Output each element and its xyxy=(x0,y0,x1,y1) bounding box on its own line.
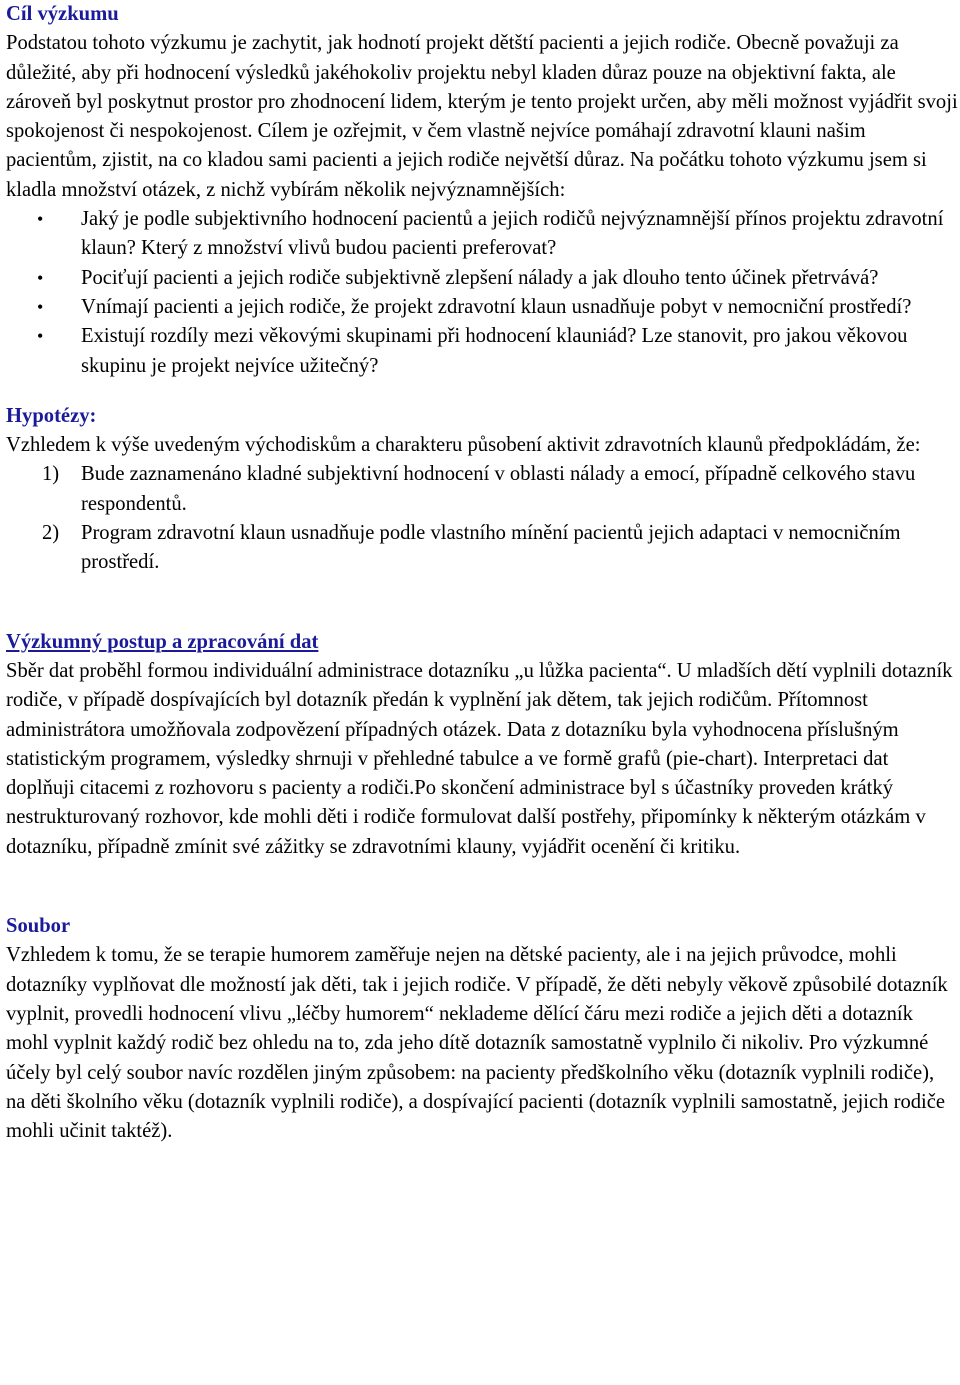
list-item-text: Program zdravotní klaun usnadňuje podle vlastního mínění pacientů jejich adaptaci v nemocničním prostředí. xyxy=(81,522,901,574)
list-item-text: Existují rozdíly mezi věkovými skupinami při hodnocení klauniád? Lze stanovit, pro jakou věkovou skupinu je projekt nejvíce užitečný? xyxy=(81,325,908,377)
heading-hypotheses: Hypotézy: xyxy=(6,404,97,427)
hypotheses-list xyxy=(6,460,958,577)
heading-research-goal: Cíl výzkumu xyxy=(6,3,119,25)
list-item xyxy=(6,205,958,264)
section-research-goal xyxy=(6,0,958,381)
list-item-text: Bude zaznamenáno kladné subjektivní hodnocení v oblasti nálady a emocí, případně celkového stavu respondentů. xyxy=(81,463,916,515)
question-list xyxy=(6,205,958,381)
list-item xyxy=(6,322,958,381)
spacer xyxy=(6,381,958,402)
list-number: 1) xyxy=(42,463,60,486)
section-hypotheses xyxy=(6,402,958,578)
spacer xyxy=(6,578,958,628)
list-item xyxy=(6,519,958,578)
heading-sample: Soubor xyxy=(6,915,71,938)
bullet-icon: • xyxy=(37,267,44,288)
heading-method: Výzkumný postup a zpracování dat xyxy=(6,630,319,653)
section-method xyxy=(6,628,958,862)
paragraph-method: Sběr dat proběhl formou individuální administrace dotazníku „u lůžka pacienta“. U mladších dětí vyplnili dotazník rodiče, v případě dospívajících byl dotazník předán k vyplnění jak dětem, tak jejich rodičům. Přítomnost administrátora umožňovala zodpovězení případných otázek. Data z dotazníku byla vyhodnocena příslušným statistickým programem, výsledky shrnuji v přehledné tabulce a ve formě grafů (pie-chart). Interpretaci dat doplňuji citacemi z rozhovoru s pacienty a rodiči.Po skončení administrace byl s účastníky proveden krátký nestrukturovaný rozhovor, kde mohli děti i rodiče formulovat další postřehy, připomínky k některým otázkám v dotazníku, případně zmínit své zážitky se zdravotními klauny, vyjádřit ocenění či kritiku. xyxy=(6,659,953,858)
list-number: 2) xyxy=(42,522,60,545)
bullet-icon: • xyxy=(37,326,44,347)
section-sample xyxy=(6,912,958,1146)
list-item-text: Jaký je podle subjektivního hodnocení pacientů a jejich rodičů nejvýznamnější přínos projektu zdravotní klaun? Který z množství vlivů budou pacienti preferovat? xyxy=(81,208,944,260)
list-item-text: Vnímají pacienti a jejich rodiče, že projekt zdravotní klaun usnadňuje pobyt v nemocniční prostředí? xyxy=(81,295,912,318)
list-item xyxy=(6,293,958,322)
list-item-text: Pociťují pacienti a jejich rodiče subjektivně zlepšení nálady a jak dlouho tento účinek přetrvává? xyxy=(81,266,879,289)
list-item xyxy=(6,264,958,293)
paragraph-research-goal: Podstatou tohoto výzkumu je zachytit, jak hodnotí projekt dětští pacienti a jejich rodiče. Obecně považuji za důležité, aby při hodnocení výsledků jakéhokoliv projektu nebyl kladen důraz pouze na objektivní fakta, ale zároveň byl poskytnut prostor pro zhodnocení lidem, kterým je tento projekt určen, aby měli možnost vyjádřit svoji spokojenost či nespokojenost. Cílem je ozřejmit, v čem vlastně nejvíce pomáhají zdravotní klauni našim pacientům, zjistit, na co kladou sami pacienti a jejich rodiče největší důraz. Na počátku tohoto výzkumu jsem si kladla množství otázek, z nichž vybírám několik nejvýznamnějších: xyxy=(6,32,958,201)
bullet-icon: • xyxy=(37,296,44,317)
paragraph-sample: Vzhledem k tomu, že se terapie humorem zaměřuje nejen na dětské pacienty, ale i na jejich průvodce, mohli dotazníky vyplňovat dle možností jak děti, tak i jejich rodiče. V případě, že děti nebyly věkově způsobilé dotazník vyplnit, provedli hodnocení vlivu „léčby humorem“ neklademe dělící čáru mezi rodiče a jejich děti a dotazník mohl vyplnit každý rodič bez ohledu na to, zda jeho dítě dotazník samostatně vyplnilo či nikoliv. Pro výzkumné účely byl celý soubor navíc rozdělen jiným způsobem: na pacienty předškolního věku (dotazník vyplnili rodiče), na děti školního věku (dotazník vyplnili rodiče), a dospívající pacienti (dotazník vyplnili samostatně, jejich rodiče mohli učinit taktéž). xyxy=(6,944,948,1143)
bullet-icon: • xyxy=(37,209,44,230)
paragraph-hypotheses: Vzhledem k výše uvedeným východiskům a charakteru působení aktivit zdravotních klaunů předpokládám, že: xyxy=(6,434,921,457)
spacer xyxy=(6,862,958,912)
document-page xyxy=(6,0,958,1146)
list-item xyxy=(6,460,958,519)
